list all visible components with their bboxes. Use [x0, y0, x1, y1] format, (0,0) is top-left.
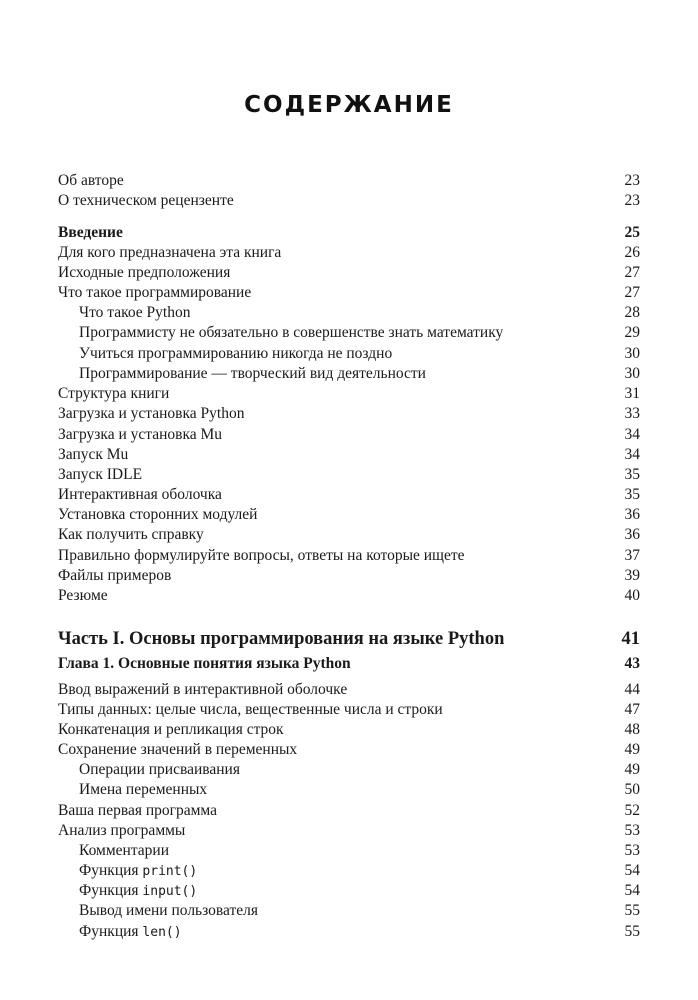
toc-entry-page: 35 — [624, 486, 640, 503]
toc-entry-page: 23 — [624, 172, 640, 189]
toc-entry-page: 52 — [624, 802, 640, 819]
toc-entry-label: Что такое программирование — [58, 284, 252, 301]
toc-entry-label: Введение — [58, 224, 123, 241]
toc-entry-title — [58, 654, 351, 674]
toc-entry-title — [58, 881, 197, 902]
toc-entry-title — [58, 384, 169, 404]
toc-entry-page: 43 — [624, 655, 640, 672]
toc-entry — [58, 243, 640, 263]
toc-entry-page: 27 — [624, 284, 640, 301]
toc-entry-title — [58, 425, 222, 445]
toc-entry-label: Интерактивная оболочка — [58, 486, 222, 503]
toc-entry — [58, 485, 640, 505]
toc-entry-page: 40 — [624, 587, 640, 604]
toc-entry-page: 28 — [624, 304, 640, 321]
toc-entry-label: Анализ программы — [58, 822, 186, 839]
toc-entry-title — [58, 263, 230, 283]
toc-entry-label: Имена переменных — [79, 781, 208, 798]
toc-entry — [58, 720, 640, 740]
toc-entry — [58, 283, 640, 303]
toc-entry-title — [58, 901, 258, 921]
toc-entry — [58, 171, 640, 191]
toc-entry — [58, 901, 640, 921]
toc-entry — [58, 566, 640, 586]
toc-entry-page: 35 — [624, 466, 640, 483]
toc-entry — [58, 404, 640, 424]
toc-entry — [58, 922, 640, 943]
toc-entry-label: Сохранение значений в переменных — [58, 741, 298, 758]
toc-entry-page: 44 — [624, 681, 640, 698]
toc-entry — [58, 191, 640, 211]
toc-entry-page: 37 — [624, 547, 640, 564]
toc-entry — [58, 801, 640, 821]
toc-entry-title — [58, 303, 190, 323]
toc-entry-page: 48 — [624, 721, 640, 738]
toc-entry-page: 31 — [624, 385, 640, 402]
toc-entry — [58, 861, 640, 882]
toc-entry-title — [58, 586, 108, 606]
toc-entry-title — [58, 680, 347, 700]
toc-entry-title — [58, 171, 124, 191]
toc-entry-label: Операции присваивания — [79, 761, 240, 778]
toc-entry — [58, 654, 640, 674]
page-title: СОДЕРЖАНИЕ — [244, 92, 454, 118]
toc-entry — [58, 223, 640, 243]
toc-entry-title — [58, 760, 240, 780]
toc-entry-label: Как получить справку — [58, 526, 204, 543]
toc-entry-title — [58, 801, 217, 821]
toc-entry — [58, 344, 640, 364]
toc-entry — [58, 425, 640, 445]
toc-entry-label: Комментарии — [79, 842, 169, 859]
toc-entry-label: Конкатенация и репликация строк — [58, 721, 284, 738]
toc-entry-page: 49 — [624, 741, 640, 758]
toc-entry — [58, 740, 640, 760]
toc-entry-title — [58, 922, 182, 943]
toc-entry-page: 34 — [624, 446, 640, 463]
toc-entry — [58, 780, 640, 800]
toc-entry-page: 55 — [624, 902, 640, 919]
toc-entry-page: 54 — [624, 862, 640, 879]
toc-entry — [58, 465, 640, 485]
toc-entry-label: Ввод выражений в интерактивной оболочке — [58, 681, 348, 698]
toc-entry-label: Функция — [79, 923, 139, 940]
toc-entry-title — [58, 445, 128, 465]
toc-entry-title — [58, 404, 244, 424]
toc-entry-page: 34 — [624, 426, 640, 443]
toc-entry-code: input() — [142, 884, 198, 899]
toc-entry-title — [58, 780, 207, 800]
toc-entry — [58, 881, 640, 902]
toc-entry-label: О техническом рецензенте — [58, 192, 234, 209]
toc-entry-code: print() — [142, 864, 198, 879]
toc-entry-label: Глава 1. Основные понятия языка Python — [58, 655, 351, 672]
toc-entry-title — [58, 700, 443, 720]
toc-entry — [58, 445, 640, 465]
toc-entry-title — [58, 283, 251, 303]
toc-entry-page: 29 — [624, 324, 640, 341]
toc-entry-title — [58, 485, 222, 505]
toc-entry — [58, 586, 640, 606]
toc-entry-page: 49 — [624, 761, 640, 778]
toc-entry-title — [58, 546, 465, 566]
toc-entry-label: Запуск IDLE — [58, 466, 143, 483]
toc-entry-label: Для кого предназначена эта книга — [58, 244, 282, 261]
toc-entry-page: 53 — [624, 822, 640, 839]
toc-entry-title — [58, 627, 504, 651]
toc-entry-page: 26 — [624, 244, 640, 261]
toc-entry-title — [58, 323, 503, 343]
toc-entry — [58, 525, 640, 545]
toc-entry — [58, 680, 640, 700]
toc-entry-label: Программисту не обязательно в совершенстве знать математику — [79, 324, 504, 341]
toc-entry-page: 54 — [624, 882, 640, 899]
toc-entry-page: 53 — [624, 842, 640, 859]
toc-entry-label: Программирование — творческий вид деятельности — [79, 365, 426, 382]
toc-entry-label: Резюме — [58, 587, 108, 604]
toc-entry-title — [58, 525, 204, 545]
toc-entry-title — [58, 821, 185, 841]
toc-entry — [58, 323, 640, 343]
toc-entry-title — [58, 505, 257, 525]
toc-entry-page: 30 — [624, 365, 640, 382]
toc-entry-page: 30 — [624, 345, 640, 362]
toc-entry-title — [58, 191, 234, 211]
toc-entry-page: 25 — [624, 224, 640, 241]
toc-entry-page: 55 — [624, 923, 640, 940]
toc-entry-title — [58, 344, 392, 364]
toc-entry — [58, 627, 640, 651]
toc-entry-label: Типы данных: целые числа, вещественные числа и строки — [58, 701, 443, 718]
toc-entry-title — [58, 720, 284, 740]
toc-entry-title — [58, 861, 197, 882]
toc-entry — [58, 760, 640, 780]
toc-entry-title — [58, 566, 171, 586]
toc-entry-title — [58, 740, 297, 760]
toc-entry-title — [58, 841, 169, 861]
toc-entry-label: Структура книги — [58, 385, 170, 402]
toc-entry-title — [58, 223, 123, 243]
toc-entry-page: 41 — [621, 629, 640, 649]
toc-entry-title — [58, 243, 281, 263]
toc-entry — [58, 700, 640, 720]
toc-entry-page: 39 — [624, 567, 640, 584]
toc-entry-label: Исходные предположения — [58, 264, 231, 281]
toc-entry-page: 36 — [624, 506, 640, 523]
toc-entry-label: Функция — [79, 862, 139, 879]
toc-entry-code: len() — [142, 925, 182, 940]
toc-entry-page: 27 — [624, 264, 640, 281]
toc-entry-label: Об авторе — [58, 172, 124, 189]
toc-entry-label: Загрузка и установка Mu — [58, 426, 223, 443]
toc-entry-label: Вывод имени пользователя — [79, 902, 259, 919]
toc-entry — [58, 841, 640, 861]
toc-entry-label: Правильно формулируйте вопросы, ответы на которые ищете — [58, 547, 465, 564]
toc-entry-page: 50 — [624, 781, 640, 798]
toc-entry-page: 47 — [624, 701, 640, 718]
toc-entry — [58, 546, 640, 566]
toc-entry-title — [58, 364, 426, 384]
toc-entry-label: Файлы примеров — [58, 567, 172, 584]
toc-entry — [58, 263, 640, 283]
toc-entry-page: 36 — [624, 526, 640, 543]
toc-entry — [58, 505, 640, 525]
toc-entry-label: Учиться программированию никогда не поздно — [79, 345, 393, 362]
toc-entry-title — [58, 465, 142, 485]
toc-entry-label: Установка сторонних модулей — [58, 506, 258, 523]
toc-entry-label: Ваша первая программа — [58, 802, 218, 819]
toc-entry — [58, 364, 640, 384]
toc-entry-label: Что такое Python — [79, 304, 191, 321]
toc-entry — [58, 821, 640, 841]
toc-entry — [58, 384, 640, 404]
toc-entry-page: 33 — [624, 405, 640, 422]
toc-entry-label: Загрузка и установка Python — [58, 405, 245, 422]
toc-entry — [58, 303, 640, 323]
toc-entry-label: Запуск Mu — [58, 446, 129, 463]
toc-entry-label: Часть I. Основы программирования на языке Python — [58, 629, 505, 649]
toc-entry-page: 23 — [624, 192, 640, 209]
toc-entry-label: Функция — [79, 882, 139, 899]
